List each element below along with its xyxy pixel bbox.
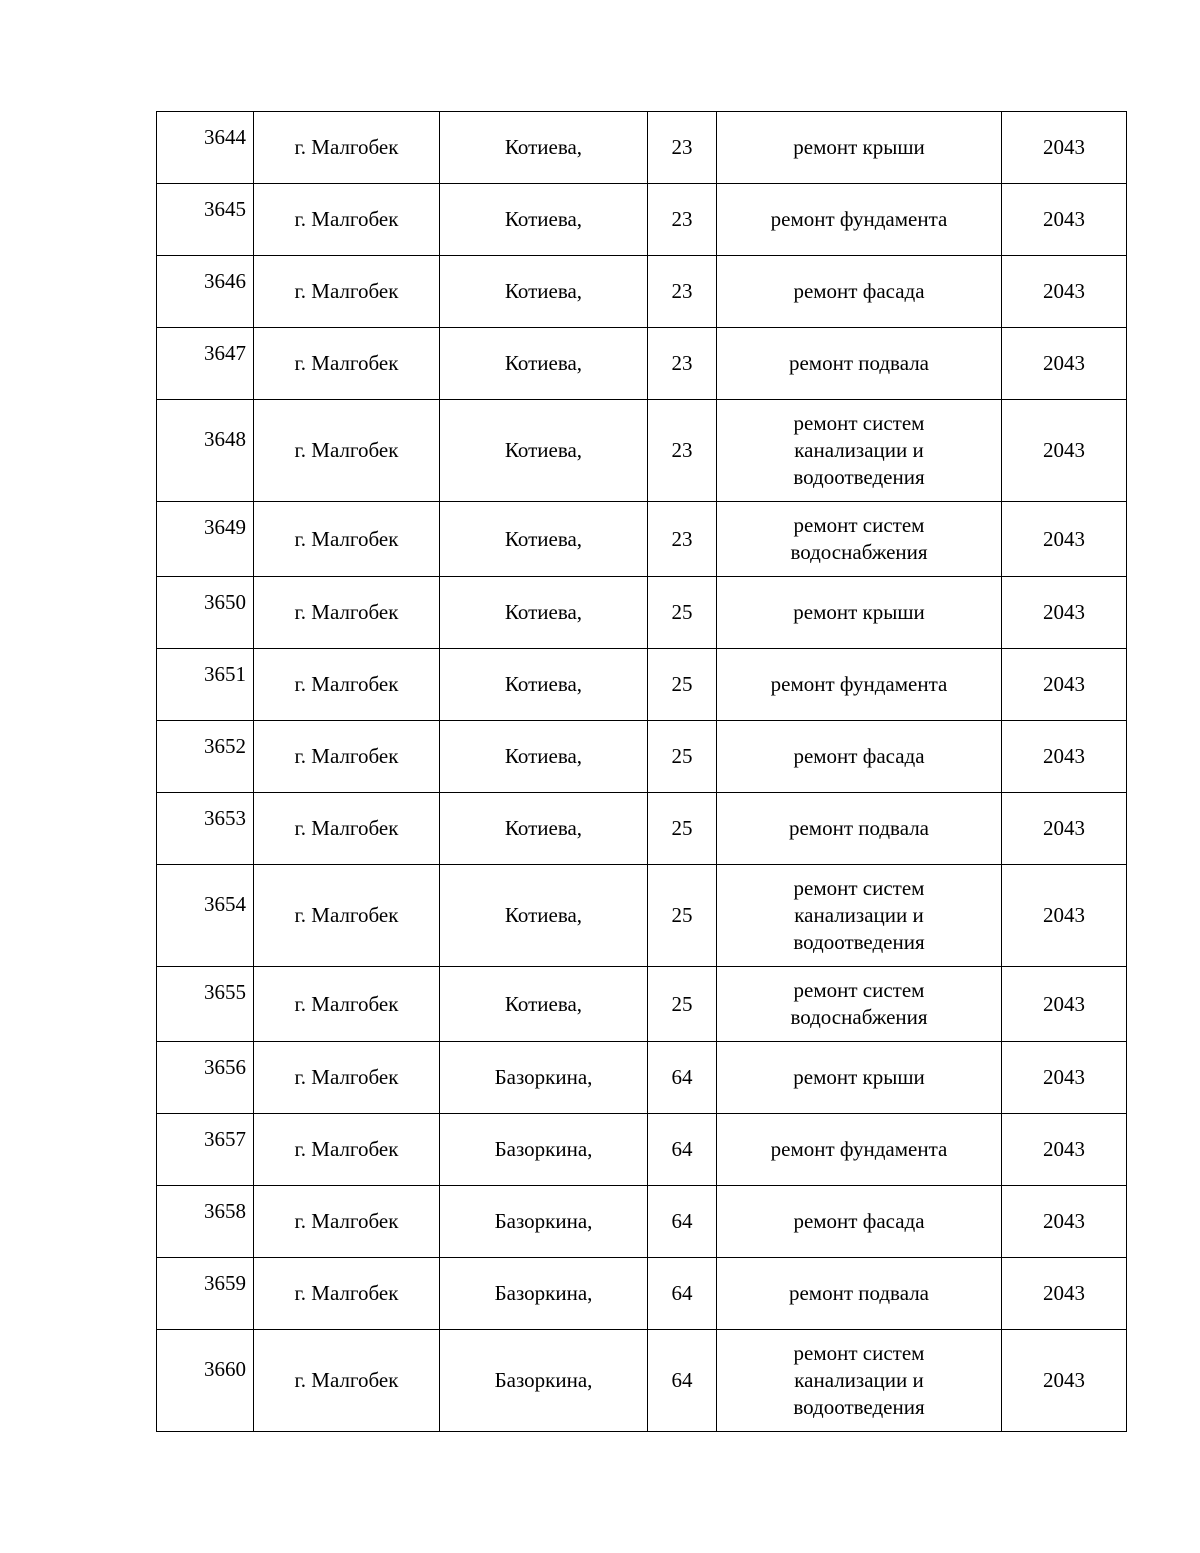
house-cell: 64 bbox=[648, 1330, 717, 1432]
work-type-cell: ремонт крыши bbox=[717, 112, 1002, 184]
city-cell: г. Малгобек bbox=[254, 400, 440, 502]
street-cell: Котиева, bbox=[440, 967, 648, 1042]
work-type-cell: ремонт фасада bbox=[717, 256, 1002, 328]
work-type-cell: ремонт фасада bbox=[717, 1186, 1002, 1258]
year-cell: 2043 bbox=[1002, 400, 1127, 502]
table-row bbox=[157, 1114, 1127, 1186]
work-type-cell: ремонт крыши bbox=[717, 577, 1002, 649]
house-cell: 23 bbox=[648, 256, 717, 328]
table-row bbox=[157, 1042, 1127, 1114]
street-cell: Котиева, bbox=[440, 865, 648, 967]
table-row bbox=[157, 865, 1127, 967]
year-cell: 2043 bbox=[1002, 967, 1127, 1042]
work-type-cell: ремонт фундамента bbox=[717, 1114, 1002, 1186]
year-cell: 2043 bbox=[1002, 793, 1127, 865]
row-number: 3647 bbox=[157, 328, 254, 400]
table-row bbox=[157, 112, 1127, 184]
house-cell: 23 bbox=[648, 112, 717, 184]
year-cell: 2043 bbox=[1002, 256, 1127, 328]
city-cell: г. Малгобек bbox=[254, 649, 440, 721]
table-body bbox=[157, 112, 1127, 1432]
table-row bbox=[157, 577, 1127, 649]
year-cell: 2043 bbox=[1002, 502, 1127, 577]
row-number: 3653 bbox=[157, 793, 254, 865]
table-row bbox=[157, 328, 1127, 400]
year-cell: 2043 bbox=[1002, 1186, 1127, 1258]
work-type-cell: ремонт систем канализации и водоотведения bbox=[717, 1330, 1002, 1432]
street-cell: Базоркина, bbox=[440, 1258, 648, 1330]
street-cell: Котиева, bbox=[440, 112, 648, 184]
work-type-cell: ремонт систем водоснабжения bbox=[717, 967, 1002, 1042]
row-number: 3656 bbox=[157, 1042, 254, 1114]
city-cell: г. Малгобек bbox=[254, 112, 440, 184]
year-cell: 2043 bbox=[1002, 1114, 1127, 1186]
row-number: 3651 bbox=[157, 649, 254, 721]
city-cell: г. Малгобек bbox=[254, 1330, 440, 1432]
table-row bbox=[157, 793, 1127, 865]
year-cell: 2043 bbox=[1002, 1330, 1127, 1432]
city-cell: г. Малгобек bbox=[254, 328, 440, 400]
street-cell: Котиева, bbox=[440, 400, 648, 502]
repair-schedule-table bbox=[156, 111, 1127, 1432]
year-cell: 2043 bbox=[1002, 112, 1127, 184]
year-cell: 2043 bbox=[1002, 1042, 1127, 1114]
table-row bbox=[157, 967, 1127, 1042]
year-cell: 2043 bbox=[1002, 649, 1127, 721]
city-cell: г. Малгобек bbox=[254, 256, 440, 328]
row-number: 3655 bbox=[157, 967, 254, 1042]
table-row bbox=[157, 184, 1127, 256]
house-cell: 25 bbox=[648, 793, 717, 865]
row-number: 3654 bbox=[157, 865, 254, 967]
row-number: 3660 bbox=[157, 1330, 254, 1432]
row-number: 3644 bbox=[157, 112, 254, 184]
year-cell: 2043 bbox=[1002, 1258, 1127, 1330]
street-cell: Базоркина, bbox=[440, 1114, 648, 1186]
street-cell: Базоркина, bbox=[440, 1186, 648, 1258]
house-cell: 64 bbox=[648, 1114, 717, 1186]
city-cell: г. Малгобек bbox=[254, 184, 440, 256]
city-cell: г. Малгобек bbox=[254, 1258, 440, 1330]
year-cell: 2043 bbox=[1002, 721, 1127, 793]
street-cell: Котиева, bbox=[440, 328, 648, 400]
table-row bbox=[157, 502, 1127, 577]
work-type-cell: ремонт фундамента bbox=[717, 649, 1002, 721]
city-cell: г. Малгобек bbox=[254, 1186, 440, 1258]
row-number: 3657 bbox=[157, 1114, 254, 1186]
house-cell: 23 bbox=[648, 184, 717, 256]
row-number: 3650 bbox=[157, 577, 254, 649]
work-type-cell: ремонт систем канализации и водоотведения bbox=[717, 865, 1002, 967]
work-type-cell: ремонт систем водоснабжения bbox=[717, 502, 1002, 577]
house-cell: 64 bbox=[648, 1258, 717, 1330]
street-cell: Котиева, bbox=[440, 184, 648, 256]
table-row bbox=[157, 649, 1127, 721]
year-cell: 2043 bbox=[1002, 328, 1127, 400]
work-type-cell: ремонт систем канализации и водоотведения bbox=[717, 400, 1002, 502]
year-cell: 2043 bbox=[1002, 865, 1127, 967]
work-type-cell: ремонт крыши bbox=[717, 1042, 1002, 1114]
street-cell: Котиева, bbox=[440, 721, 648, 793]
table-row bbox=[157, 1330, 1127, 1432]
street-cell: Базоркина, bbox=[440, 1042, 648, 1114]
work-type-cell: ремонт подвала bbox=[717, 328, 1002, 400]
house-cell: 64 bbox=[648, 1042, 717, 1114]
house-cell: 23 bbox=[648, 400, 717, 502]
street-cell: Котиева, bbox=[440, 502, 648, 577]
house-cell: 25 bbox=[648, 577, 717, 649]
table-row bbox=[157, 1186, 1127, 1258]
work-type-cell: ремонт фасада bbox=[717, 721, 1002, 793]
year-cell: 2043 bbox=[1002, 184, 1127, 256]
row-number: 3648 bbox=[157, 400, 254, 502]
row-number: 3652 bbox=[157, 721, 254, 793]
street-cell: Котиева, bbox=[440, 649, 648, 721]
house-cell: 25 bbox=[648, 649, 717, 721]
house-cell: 23 bbox=[648, 328, 717, 400]
street-cell: Котиева, bbox=[440, 577, 648, 649]
row-number: 3649 bbox=[157, 502, 254, 577]
street-cell: Котиева, bbox=[440, 256, 648, 328]
row-number: 3646 bbox=[157, 256, 254, 328]
house-cell: 64 bbox=[648, 1186, 717, 1258]
street-cell: Базоркина, bbox=[440, 1330, 648, 1432]
house-cell: 25 bbox=[648, 721, 717, 793]
house-cell: 25 bbox=[648, 865, 717, 967]
work-type-cell: ремонт подвала bbox=[717, 793, 1002, 865]
row-number: 3658 bbox=[157, 1186, 254, 1258]
house-cell: 25 bbox=[648, 967, 717, 1042]
city-cell: г. Малгобек bbox=[254, 865, 440, 967]
work-type-cell: ремонт фундамента bbox=[717, 184, 1002, 256]
table-row bbox=[157, 721, 1127, 793]
work-type-cell: ремонт подвала bbox=[717, 1258, 1002, 1330]
table-row bbox=[157, 400, 1127, 502]
city-cell: г. Малгобек bbox=[254, 1114, 440, 1186]
city-cell: г. Малгобек bbox=[254, 793, 440, 865]
house-cell: 23 bbox=[648, 502, 717, 577]
city-cell: г. Малгобек bbox=[254, 967, 440, 1042]
table-row bbox=[157, 256, 1127, 328]
row-number: 3659 bbox=[157, 1258, 254, 1330]
city-cell: г. Малгобек bbox=[254, 1042, 440, 1114]
year-cell: 2043 bbox=[1002, 577, 1127, 649]
row-number: 3645 bbox=[157, 184, 254, 256]
city-cell: г. Малгобек bbox=[254, 502, 440, 577]
city-cell: г. Малгобек bbox=[254, 577, 440, 649]
table-row bbox=[157, 1258, 1127, 1330]
street-cell: Котиева, bbox=[440, 793, 648, 865]
city-cell: г. Малгобек bbox=[254, 721, 440, 793]
